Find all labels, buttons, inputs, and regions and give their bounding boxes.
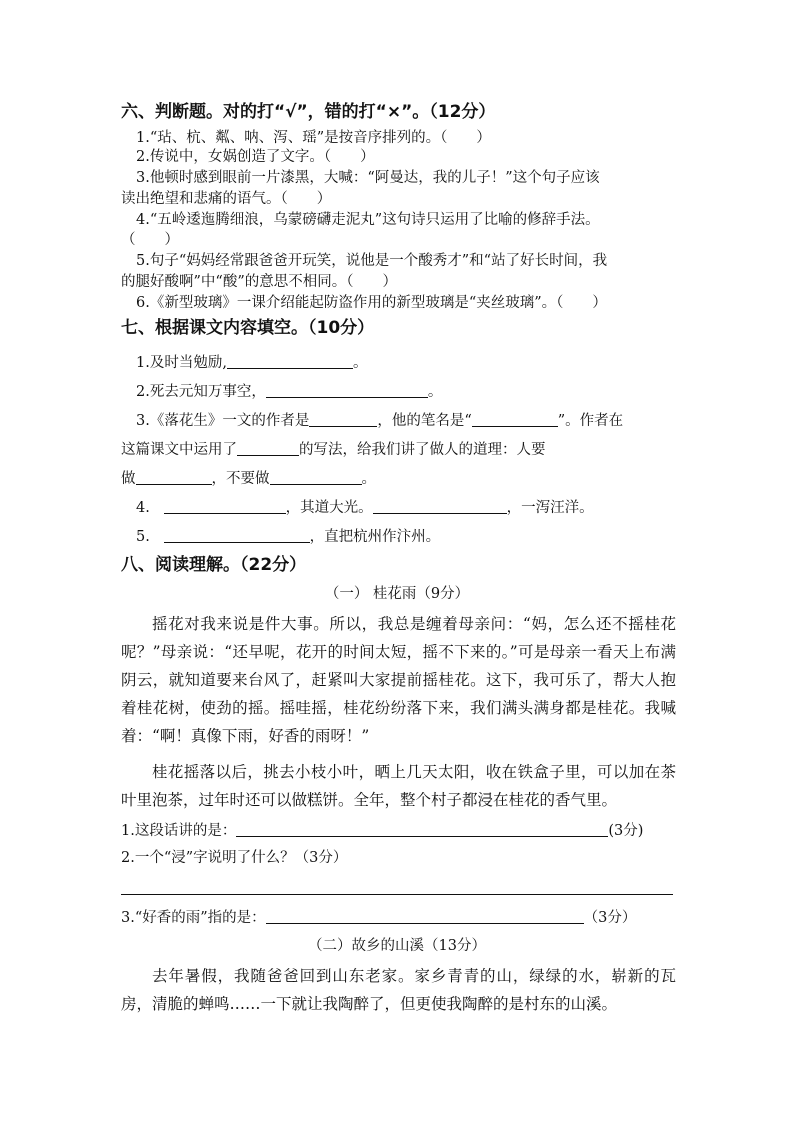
fill-q4 <box>136 497 696 518</box>
fill-blank-4a[interactable] <box>164 497 286 514</box>
section7-title: 七、根据课文内容填空。（10分） <box>121 318 375 338</box>
passage2-title: （二）故乡的山溪（13分） <box>308 938 486 954</box>
fill-q2 <box>136 381 696 402</box>
fill-q1-prefix: 1.及时当勉励, <box>136 355 227 371</box>
reading-q1-text: 1.这段话讲的是： <box>121 823 237 839</box>
fill-q5-suffix: ，直把杭州作汴州。 <box>309 529 441 545</box>
judge-item-1: 1.“玷、杭、粼、呐、泻、瑶”是按音序排列的。（ ） <box>136 130 491 146</box>
judge-item-3-cont: 读出绝望和悲痛的语气。（ ） <box>121 191 332 207</box>
fill-q4-mid: ，其道大光。 <box>285 500 373 516</box>
section8-title: 八、阅读理解。（22分） <box>121 555 307 575</box>
fill-q3-h: 。 <box>361 471 376 487</box>
passage1-paragraph-2: 桂花摇落以后，挑去小枝小叶，晒上几天太阳，收在铁盒子里，可以加在茶叶里泡茶，过年时还可以做糕饼。全年，整个村子都浸在桂花的香气里。 <box>121 763 676 809</box>
reading-q3 <box>121 907 681 928</box>
fill-q3-c: ”。作者在 <box>557 413 624 429</box>
fill-q3-e: 的写法，给我们讲了做人的道理：人要 <box>299 442 546 458</box>
fill-blank-3c[interactable] <box>237 439 299 456</box>
fill-q4-prefix: 4. <box>136 500 150 516</box>
fill-q3-f: 做 <box>121 471 136 487</box>
judge-item-6: 6.《新型玻璃》一课介绍能起防盗作用的新型玻璃是“夹丝玻璃”。（ ） <box>136 295 607 311</box>
fill-blank-4b[interactable] <box>373 497 507 514</box>
fill-q5 <box>136 526 696 547</box>
judge-item-2: 2.传说中，女娲创造了文字。（ ） <box>136 149 375 165</box>
judge-item-4: 4.“五岭逶迤腾细浪，乌蒙磅礴走泥丸”这句诗只运用了比喻的修辞手法。 <box>136 212 600 228</box>
fill-q3-b: ，他的笔名是“ <box>377 413 472 429</box>
passage1-title: （一） 桂花雨（9分） <box>324 586 470 602</box>
reading-q3-score: （3分） <box>583 910 637 926</box>
fill-q3-cont <box>121 439 681 460</box>
reading-q3-text: 3.“好香的雨”指的是： <box>121 910 266 926</box>
fill-q4-suffix: ，一泻汪洋。 <box>506 500 594 516</box>
passage2-paragraph-1: 去年暑假，我随爸爸回到山东老家。家乡青青的山，绿绿的水，崭新的瓦房，清脆的蝉鸣……一下就让我陶醉了，但更使我陶醉的是村东的山溪。 <box>121 967 676 1013</box>
fill-blank-2[interactable] <box>266 381 428 398</box>
reading-q2-answer-line[interactable] <box>121 894 673 895</box>
passage1-paragraph-1: 摇花对我来说是件大事。所以，我总是缠着母亲问：“妈，怎么还不摇桂花呢？”母亲说：“还早呢，花开的时间太短，摇不下来的。”可是母亲一看天上布满阴云，就知道要来台风了，赶紧叫大家提前摇桂花。这下，我可乐了，帮大人抱着桂花树，使劲的摇。摇哇摇，桂花纷纷落下来，我们满头满身都是桂花。我喊着：“啊！真像下雨，好香的雨呀！” <box>121 615 676 745</box>
reading-q3-blank[interactable] <box>266 907 584 924</box>
fill-q3-g: ，不要做 <box>211 471 270 487</box>
fill-q3-d: 这篇课文中运用了 <box>121 442 237 458</box>
fill-blank-3e[interactable] <box>270 468 362 485</box>
reading-q1-blank[interactable] <box>236 820 608 837</box>
judge-item-5: 5.句子“妈妈经常跟爸爸开玩笑，说他是一个酸秀才”和“站了好长时间，我 <box>136 253 608 269</box>
fill-q2-prefix: 2.死去元知万事空， <box>136 384 266 400</box>
fill-q3-a: 3.《落花生》一文的作者是 <box>136 413 310 429</box>
reading-q1 <box>121 820 681 841</box>
reading-q2: 2.一个“浸”字说明了什么？（3分） <box>121 850 348 866</box>
fill-blank-3a[interactable] <box>309 410 377 427</box>
judge-item-4-cont: （ ） <box>121 232 179 248</box>
fill-q1-suffix: 。 <box>352 355 368 371</box>
fill-blank-3b[interactable] <box>472 410 558 427</box>
reading-q1-score: (3分) <box>608 823 644 839</box>
fill-q1 <box>136 352 696 373</box>
fill-blank-1[interactable] <box>227 352 353 369</box>
judge-item-3: 3.他顿时感到眼前一片漆黑，大喊：“阿曼达，我的儿子！”这个句子应该 <box>136 170 600 186</box>
fill-q2-suffix: 。 <box>427 384 443 400</box>
judge-item-5-cont: 的腿好酸啊”中“酸”的意思不相同。（ ） <box>121 274 397 290</box>
fill-q3-cont2 <box>121 468 681 489</box>
fill-q3 <box>136 410 696 431</box>
fill-blank-5[interactable] <box>164 526 310 543</box>
section6-title: 六、判断题。对的打“√”，错的打“×”。（12分） <box>121 102 496 122</box>
fill-blank-3d[interactable] <box>136 468 212 485</box>
fill-q5-prefix: 5. <box>136 529 150 545</box>
